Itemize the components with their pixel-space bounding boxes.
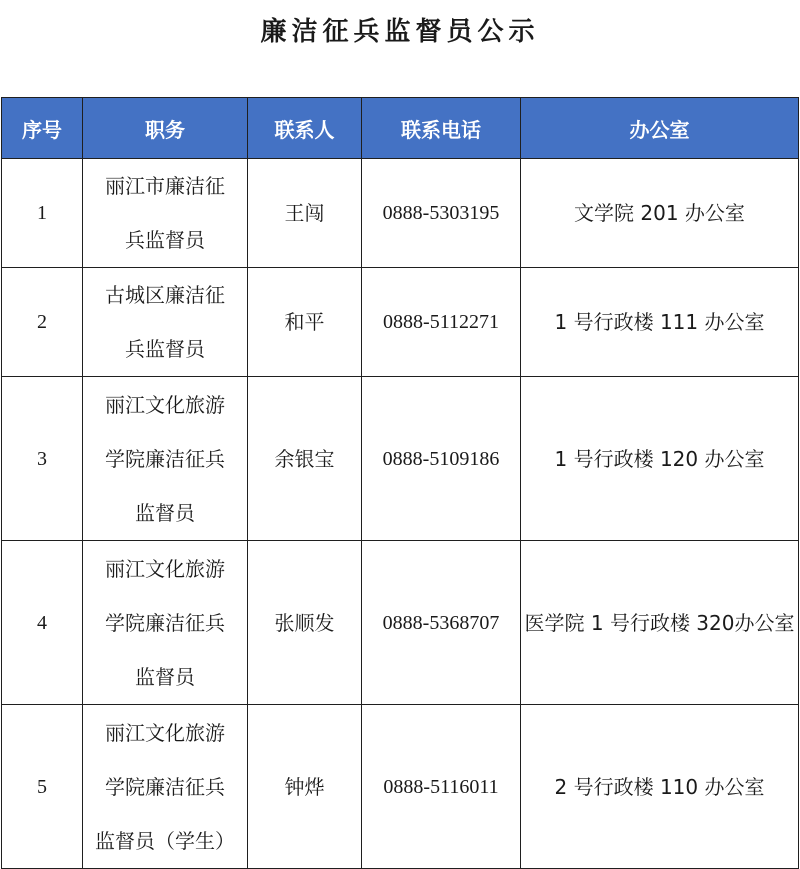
office-cell: 1 号行政楼 111 办公室	[521, 268, 799, 377]
phone-cell: 0888-5116011	[362, 705, 521, 869]
supervisor-table	[1, 97, 799, 869]
contact-cell: 张顺发	[248, 541, 362, 705]
duty-line: 丽江文化旅游	[105, 720, 225, 745]
duty-line: 学院廉洁征兵	[105, 774, 225, 799]
table-row	[2, 541, 799, 705]
header-duty: 职务	[83, 98, 248, 159]
phone-cell: 0888-5112271	[362, 268, 521, 377]
office-cell: 文学院 201 办公室	[521, 159, 799, 268]
seq-cell: 3	[2, 377, 83, 541]
table-header-row	[2, 98, 799, 159]
phone-cell: 0888-5109186	[362, 377, 521, 541]
duty-line: 学院廉洁征兵	[105, 610, 225, 635]
office-cell: 医学院 1 号行政楼 320办公室	[521, 541, 799, 705]
seq-cell: 2	[2, 268, 83, 377]
office-cell: 2 号行政楼 110 办公室	[521, 705, 799, 869]
phone-cell: 0888-5303195	[362, 159, 521, 268]
duty-line: 监督员	[135, 500, 195, 525]
seq-cell: 4	[2, 541, 83, 705]
contact-cell: 王闯	[248, 159, 362, 268]
duty-line: 丽江文化旅游	[105, 392, 225, 417]
table-row	[2, 377, 799, 541]
duty-line: 兵监督员	[125, 337, 205, 361]
seq-cell: 5	[2, 705, 83, 869]
header-office: 办公室	[521, 98, 799, 159]
duty-line: 古城区廉洁征	[105, 283, 225, 307]
phone-cell: 0888-5368707	[362, 541, 521, 705]
duty-cell	[83, 268, 248, 377]
seq-cell: 1	[2, 159, 83, 268]
header-phone: 联系电话	[362, 98, 521, 159]
page-title: 廉洁征兵监督员公示	[260, 17, 540, 47]
duty-line: 监督员	[135, 664, 195, 689]
duty-line: 学院廉洁征兵	[105, 446, 225, 471]
duty-cell	[83, 541, 248, 705]
duty-line: 兵监督员	[125, 228, 205, 252]
duty-line: 丽江市廉洁征	[105, 174, 225, 198]
duty-line: 丽江文化旅游	[105, 556, 225, 581]
duty-cell	[83, 377, 248, 541]
header-contact: 联系人	[248, 98, 362, 159]
contact-cell: 钟烨	[248, 705, 362, 869]
header-seq: 序号	[2, 98, 83, 159]
duty-cell	[83, 705, 248, 869]
duty-line: 监督员（学生）	[95, 828, 235, 853]
contact-cell: 余银宝	[248, 377, 362, 541]
office-cell: 1 号行政楼 120 办公室	[521, 377, 799, 541]
table-row	[2, 159, 799, 268]
contact-cell: 和平	[248, 268, 362, 377]
table-row	[2, 705, 799, 869]
table-row	[2, 268, 799, 377]
duty-cell	[83, 159, 248, 268]
